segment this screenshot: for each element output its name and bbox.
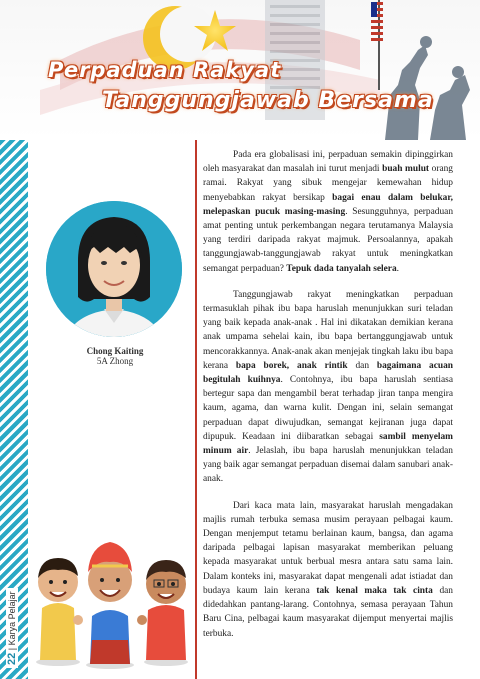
bold-phrase: bapa borek, anak rintik (235, 360, 348, 371)
text-run: orang ramai. Rakyat yang sibuk mengejar kemewahan hidup menyebabkan rakyat bersikap (203, 164, 453, 203)
title-line-2: Tanggungjawab Bersama (102, 88, 434, 113)
text-run: Pada era globalisasi ini, perpaduan semakin dipinggirkan oleh masyarakat dan masalah ini turut menjadi (203, 150, 453, 175)
student-caption (60, 346, 170, 366)
text-run: . Sesungguhnya, perpaduan amat penting untuk perkembangan negara terutamanya Malaysia yang terdiri daripada rakyat majmuk. Persoalannya, apakah tanggungjawab-tanggungjawab rakyat untuk meningkatkan semangat perpaduan? (203, 206, 454, 274)
bold-phrase: Tepuk dada tanyalah selera (286, 263, 397, 274)
text-run: . Contohnya, ibu bapa haruslah sentiasa bertegur sapa dan mengambil berat terhadap jiran tanpa mengira kaum, agama, dan warna kulit. Dengan ini, selain semangat perpaduan dapat diwujudkan, semangat kejiranan juga dapat dipupuk. Keadaan ini diibaratkan sebagai (203, 375, 453, 442)
text-run: dan didedahkan pantang-larang. Contohnya, semasa perayaan Tahun Baru Cina, pelbagai kaum masyarakat dijemput menyertai majlis terbuka. (203, 585, 453, 639)
text-run: . Jelaslah, ibu bapa haruslah menunjukkan teladan yang baik agar semangat perpaduan disemai dalam sanubari anak-anak. (203, 446, 453, 485)
bold-phrase: bagai enau dalam belukar, melepaskan pucuk masing-masing (203, 192, 453, 217)
title-line-1: Perpaduan Rakyat (48, 58, 282, 82)
article-body (203, 148, 453, 653)
header-banner (0, 0, 480, 140)
text-run: Tanggungjawab rakyat meningkatkan perpaduan termasuklah pihak ibu bapa haruslah menunjukkan suri teladan yang baik kepada anak-anak . Hal ini dikatakan demikian kerana anak umpama sehelai kain, ibu bapa bertanggungjawab untuk mencorakkannya. Anak-anak akan menjejak tingkah laku ibu bapa kerana (203, 289, 453, 371)
article-paragraph (203, 288, 453, 487)
children-unity-illustration (30, 520, 192, 670)
column-divider (195, 140, 197, 679)
article-paragraph (203, 148, 453, 276)
student-name: Chong Kaiting (86, 346, 144, 356)
article-paragraph (203, 499, 453, 641)
student-photo (46, 201, 182, 337)
kids-illustration (30, 520, 192, 670)
student-class: 5A Zhong (96, 356, 134, 366)
page-number: 22 (6, 652, 18, 665)
text-run: . (396, 263, 399, 274)
bold-phrase: bagaimana acuan begitulah kuihnya (203, 360, 454, 386)
bold-phrase: buah mulut (382, 164, 430, 175)
section-label: Karya Pelajar (7, 591, 17, 646)
page-footer: 22 | Karya Pelajar (6, 588, 18, 668)
bold-phrase: tak kenal maka tak cinta (316, 585, 433, 596)
text-run: Dari kaca mata lain, masyarakat haruslah mengadakan majlis rumah terbuka semasa musim perayaan pelbagai kaum. Dengan menjemput tetamu berlainan kaum, bangsa, dan agama daripada pelbagai lapisan masyarakat memberikan peluang kepada masyarakat untuk berbual mesra antara satu sama lain. Dalam konteks ini, masyarakat dapat mengenali adat istiadat dan budaya kaum lain kerana (203, 500, 453, 596)
student-portrait (46, 201, 182, 337)
bold-phrase: sambil menyelam minum air (203, 431, 453, 457)
text-run: dan (347, 360, 377, 371)
